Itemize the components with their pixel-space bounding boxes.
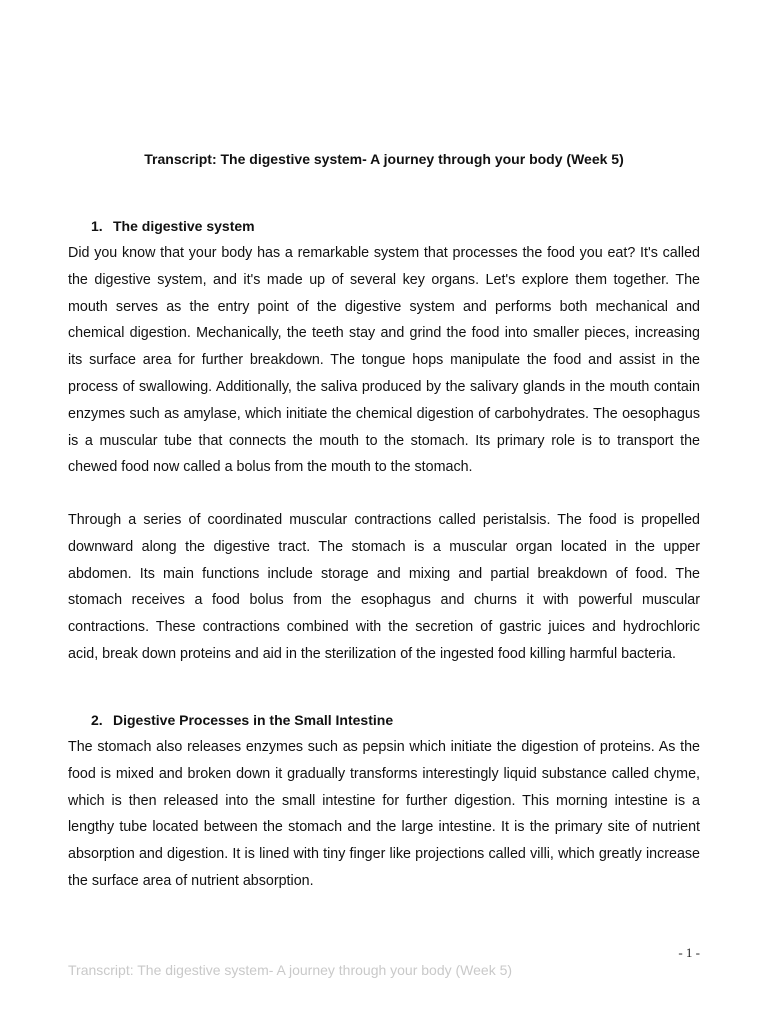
section-1-paragraph-1: Did you know that your body has a remarkable system that processes the food you eat? It's called the digestive system, and it's made up of several key organs. Let's explore them together. The mouth serves as the entry point of the digestive system and performs both mechanical and chemical digestion. Mechanically, the teeth stay and grind the food into smaller pieces, increasing its surface area for further breakdown. The tongue hops manipulate the food and assist in the process of swallowing. Additionally, the saliva produced by the salivary glands in the mouth contain enzymes such as amylase, which initiate the chemical digestion of carbohydrates. The oesophagus is a muscular tube that connects the mouth to the stomach. Its primary role is to transport the chewed food now called a bolus from the mouth to the stomach. xyxy=(68,245,700,476)
section-1-title: The digestive system xyxy=(113,218,255,234)
section-1-paragraph-2: Through a series of coordinated muscular contractions called peristalsis. The food is propelled downward along the digestive tract. The stomach is a muscular organ located in the upper abdomen. Its main functions include storage and mixing and partial breakdown of food. The stomach receives a food bolus from the esophagus and churns it with powerful muscular contractions. These contractions combined with the secretion of gastric juices and hydrochloric acid, break down proteins and aid in the sterilization of the ingested food killing harmful bacteria. xyxy=(68,512,700,662)
section-2-title: Digestive Processes in the Small Intestine xyxy=(113,712,394,728)
section-2-number: 2. xyxy=(91,712,103,728)
section-2-paragraph-1: The stomach also releases enzymes such as pepsin which initiate the digestion of proteins. As the food is mixed and broken down it gradually transforms interestingly liquid substance called chyme, which is then released into the small intestine for further digestion. This morning intestine is a lengthy tube located between the stomach and the large intestine. It is the primary site of nutrient absorption and digestion. It is lined with tiny finger like projections called villi, which greatly increase the surface area of nutrient absorption. xyxy=(68,739,700,889)
section-1-number: 1. xyxy=(91,218,103,234)
page-number: - 1 - xyxy=(678,945,700,960)
section-1-heading xyxy=(91,216,255,236)
section-2-heading xyxy=(91,710,393,730)
page-footer: Transcript: The digestive system- A journey through your body (Week 5) xyxy=(68,962,513,978)
document-title: Transcript: The digestive system- A journey through your body (Week 5) xyxy=(144,151,624,167)
